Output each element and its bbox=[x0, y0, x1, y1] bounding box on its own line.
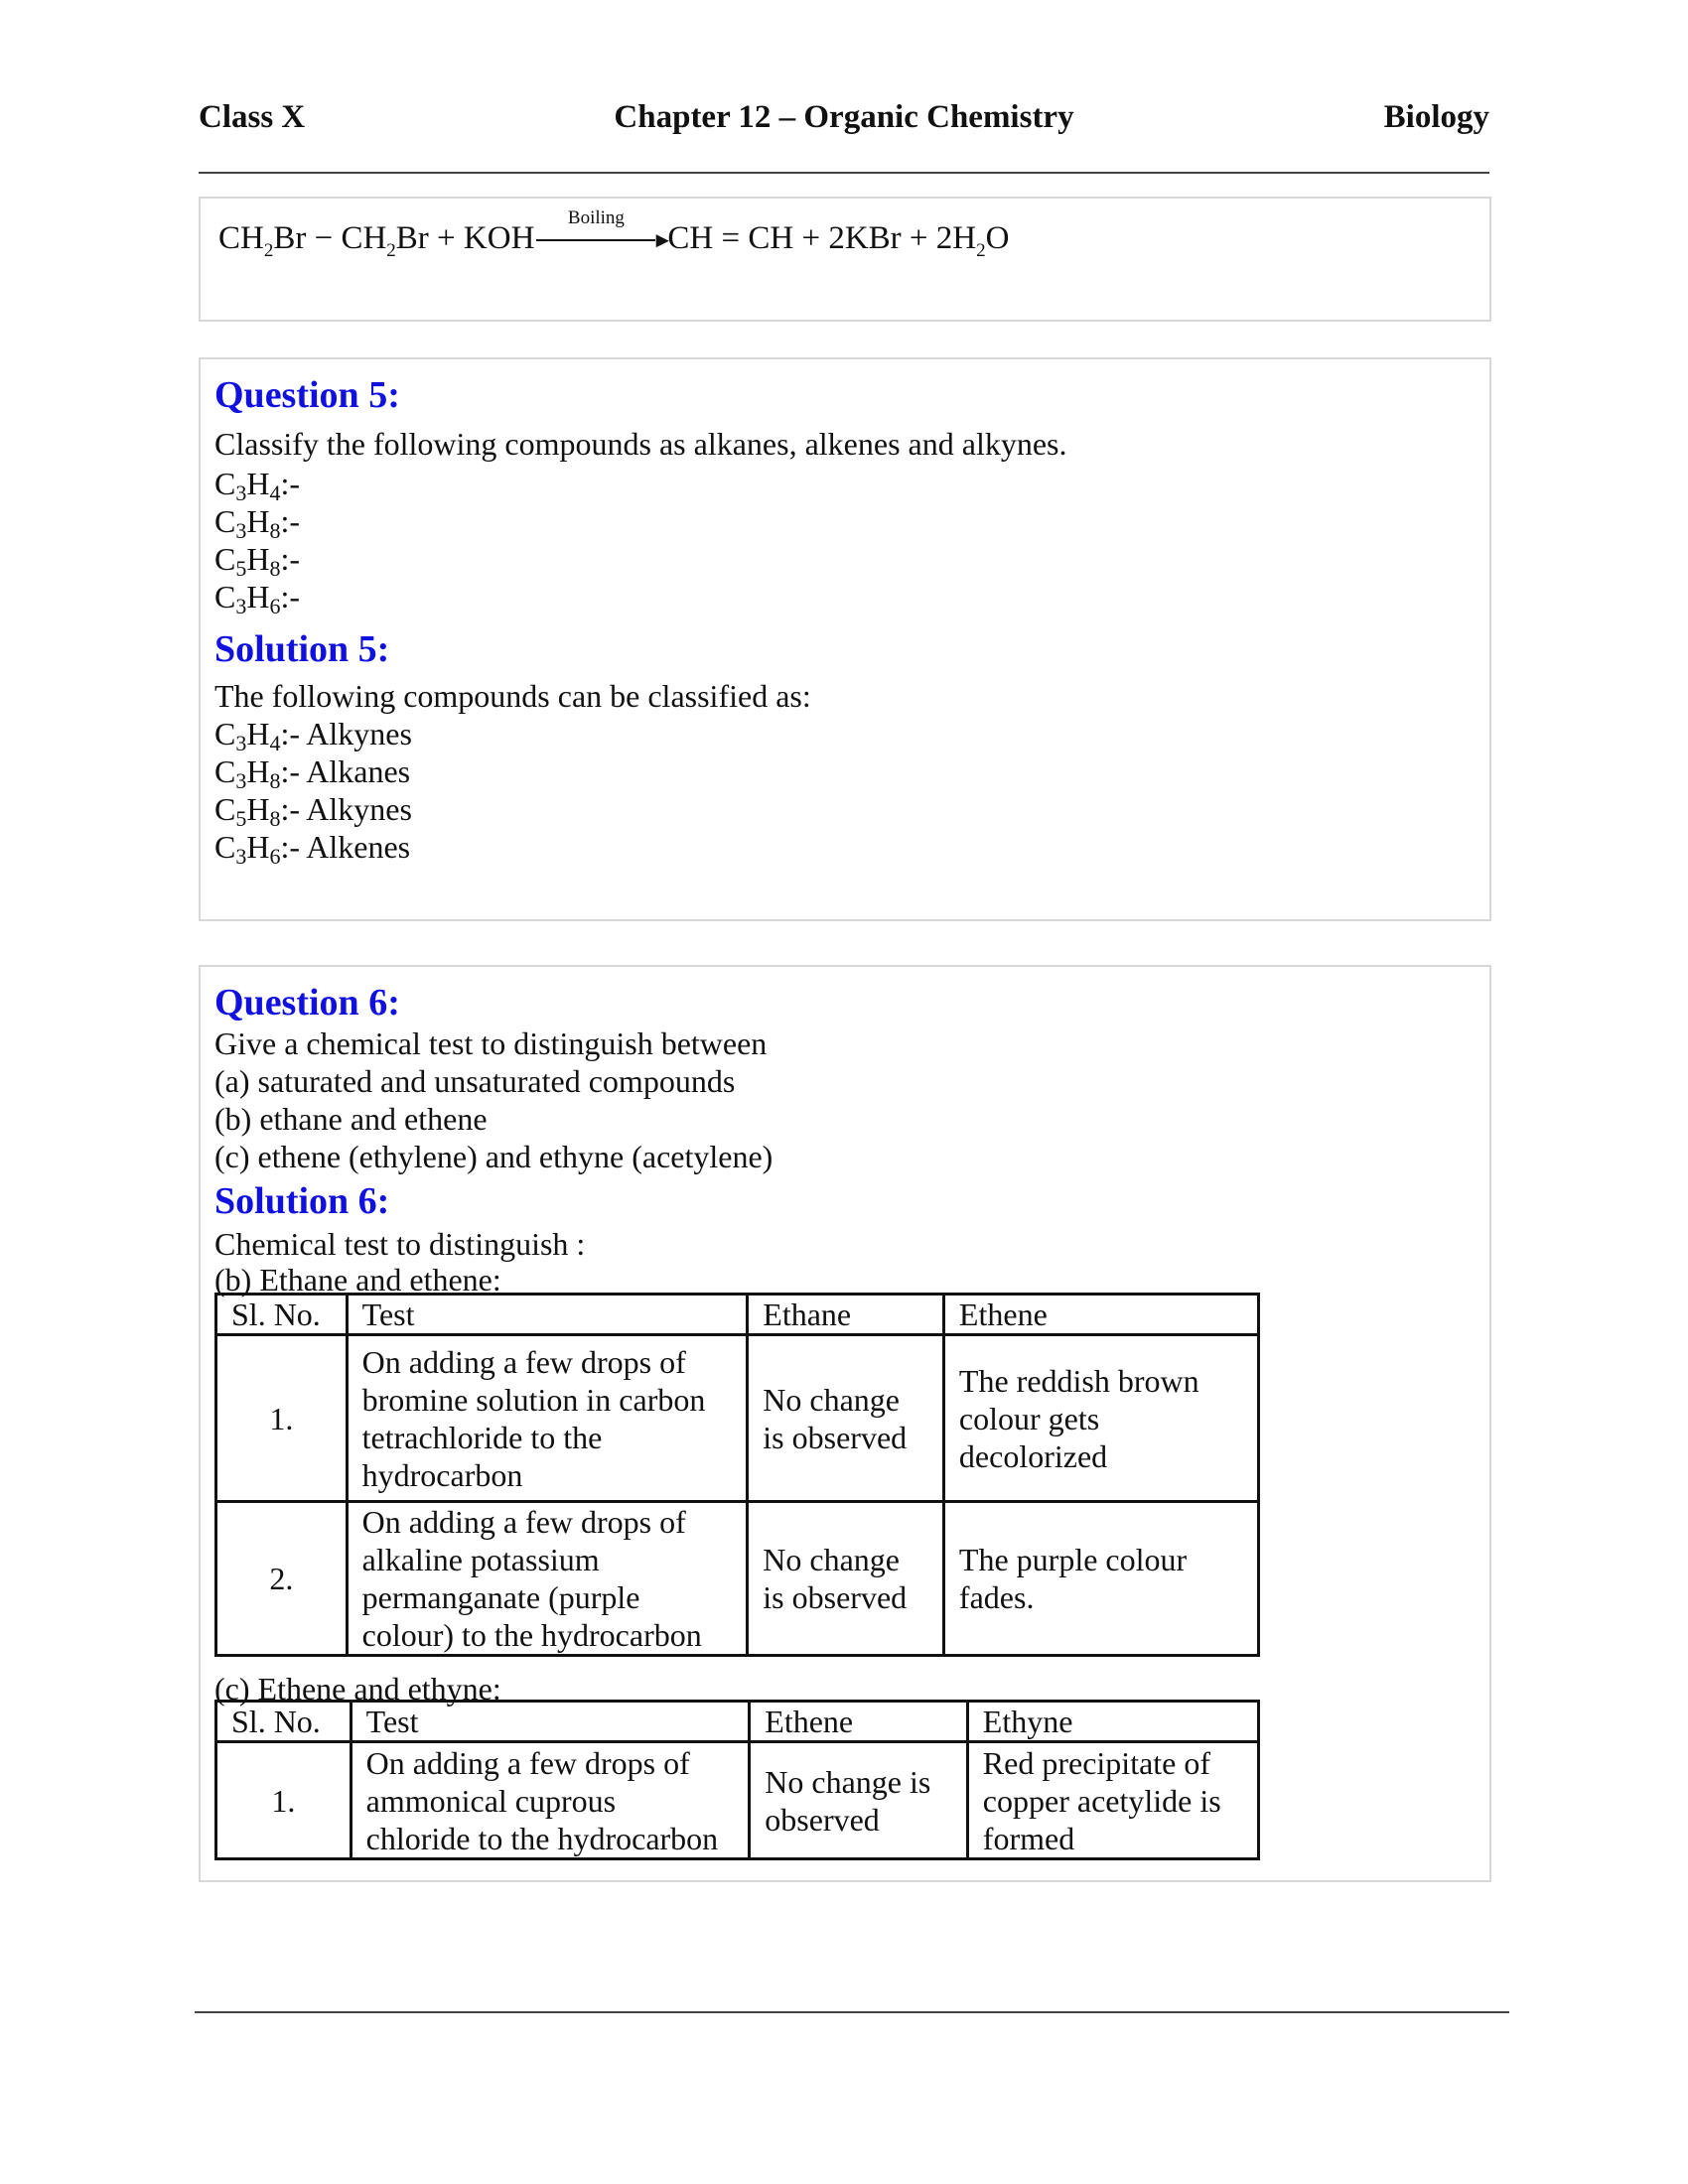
reaction-arrow: Boiling ► bbox=[536, 225, 665, 255]
header-subject: Biology bbox=[1383, 99, 1489, 135]
table-b-caption: (b) Ethane and ethene: bbox=[214, 1262, 501, 1297]
table-row bbox=[216, 1742, 1259, 1859]
table-ethene-ethyne bbox=[214, 1700, 1260, 1860]
observation-cell: The purple colour fades. bbox=[943, 1502, 1258, 1656]
observation-cell: No change is observed bbox=[750, 1742, 968, 1859]
solution-5-title: Solution 5: bbox=[214, 628, 390, 670]
question-6-prompt-line: (a) saturated and unsaturated compounds bbox=[214, 1063, 736, 1099]
question-6-prompt-line: (b) ethane and ethene bbox=[214, 1101, 488, 1137]
question-5-title: Question 5: bbox=[214, 374, 400, 416]
table-c-caption: (c) Ethene and ethyne: bbox=[214, 1671, 501, 1706]
observation-cell: No change is observed bbox=[748, 1335, 944, 1502]
header-chapter: Chapter 12 – Organic Chemistry bbox=[614, 99, 1074, 135]
table-header-row bbox=[216, 1295, 1259, 1335]
question-6-title: Question 6: bbox=[214, 982, 400, 1024]
compound-classification: $C_3H_6:-$ Alkenes bbox=[214, 829, 411, 869]
compound-formula: $C_3H_8:-$ bbox=[214, 503, 300, 543]
reaction-condition: Boiling bbox=[567, 207, 625, 229]
table-header-cell: Sl. No. bbox=[216, 1295, 348, 1335]
chemical-equation: $CH_2Br - CH_2Br$ + KOH Boiling ► CH = CH + $2KBr + 2H_2O$ bbox=[218, 207, 1010, 261]
table-header-cell: Ethene bbox=[750, 1702, 968, 1742]
observation-cell: Red precipitate of copper acetylide is formed bbox=[967, 1742, 1258, 1859]
test-cell: On adding a few drops of alkaline potassium permanganate (purple colour) to the hydrocarbon bbox=[347, 1502, 748, 1656]
compound-formula: $C_3H_4:-$ bbox=[214, 466, 300, 505]
test-cell: On adding a few drops of bromine solution in carbon tetrachloride to the hydrocarbon bbox=[347, 1335, 748, 1502]
table-header-cell: Test bbox=[351, 1702, 750, 1742]
compound-formula: $C_5H_8:-$ bbox=[214, 541, 300, 581]
table-header-cell: Ethene bbox=[943, 1295, 1258, 1335]
solution-5-intro: The following compounds can be classified as: bbox=[214, 678, 811, 714]
compound-formula: $C_3H_6:-$ bbox=[214, 579, 300, 618]
test-cell: On adding a few drops of ammonical cuprous chloride to the hydrocarbon bbox=[351, 1742, 750, 1859]
header-rule bbox=[199, 172, 1489, 174]
table-ethane-ethene bbox=[214, 1293, 1260, 1657]
table-header-cell: Sl. No. bbox=[216, 1702, 352, 1742]
table-row bbox=[216, 1335, 1259, 1502]
table-row bbox=[216, 1502, 1259, 1656]
footer-rule bbox=[195, 2011, 1509, 2013]
question-5-prompt: Classify the following compounds as alkanes, alkenes and alkynes. bbox=[214, 426, 1067, 462]
solution-6-intro: Chemical test to distinguish : bbox=[214, 1226, 586, 1262]
compound-classification: $C_3H_4:-$ Alkynes bbox=[214, 716, 412, 755]
header-class: Class X bbox=[199, 99, 306, 135]
page-header bbox=[199, 99, 1489, 149]
serial-number: 1. bbox=[216, 1335, 348, 1502]
compound-classification: $C_3H_8:-$ Alkanes bbox=[214, 753, 411, 793]
compound-classification: $C_5H_8:-$ Alkynes bbox=[214, 791, 412, 831]
table-header-cell: Ethyne bbox=[967, 1702, 1258, 1742]
question-6-prompt-line: (c) ethene (ethylene) and ethyne (acetylene) bbox=[214, 1139, 774, 1174]
table-header-cell: Test bbox=[347, 1295, 748, 1335]
serial-number: 1. bbox=[216, 1742, 352, 1859]
serial-number: 2. bbox=[216, 1502, 348, 1656]
table-header-cell: Ethane bbox=[748, 1295, 944, 1335]
solution-6-title: Solution 6: bbox=[214, 1180, 390, 1222]
observation-cell: No change is observed bbox=[748, 1502, 944, 1656]
question-6-prompt-line: Give a chemical test to distinguish between bbox=[214, 1025, 768, 1061]
table-header-row bbox=[216, 1702, 1259, 1742]
observation-cell: The reddish brown colour gets decolorized bbox=[943, 1335, 1258, 1502]
